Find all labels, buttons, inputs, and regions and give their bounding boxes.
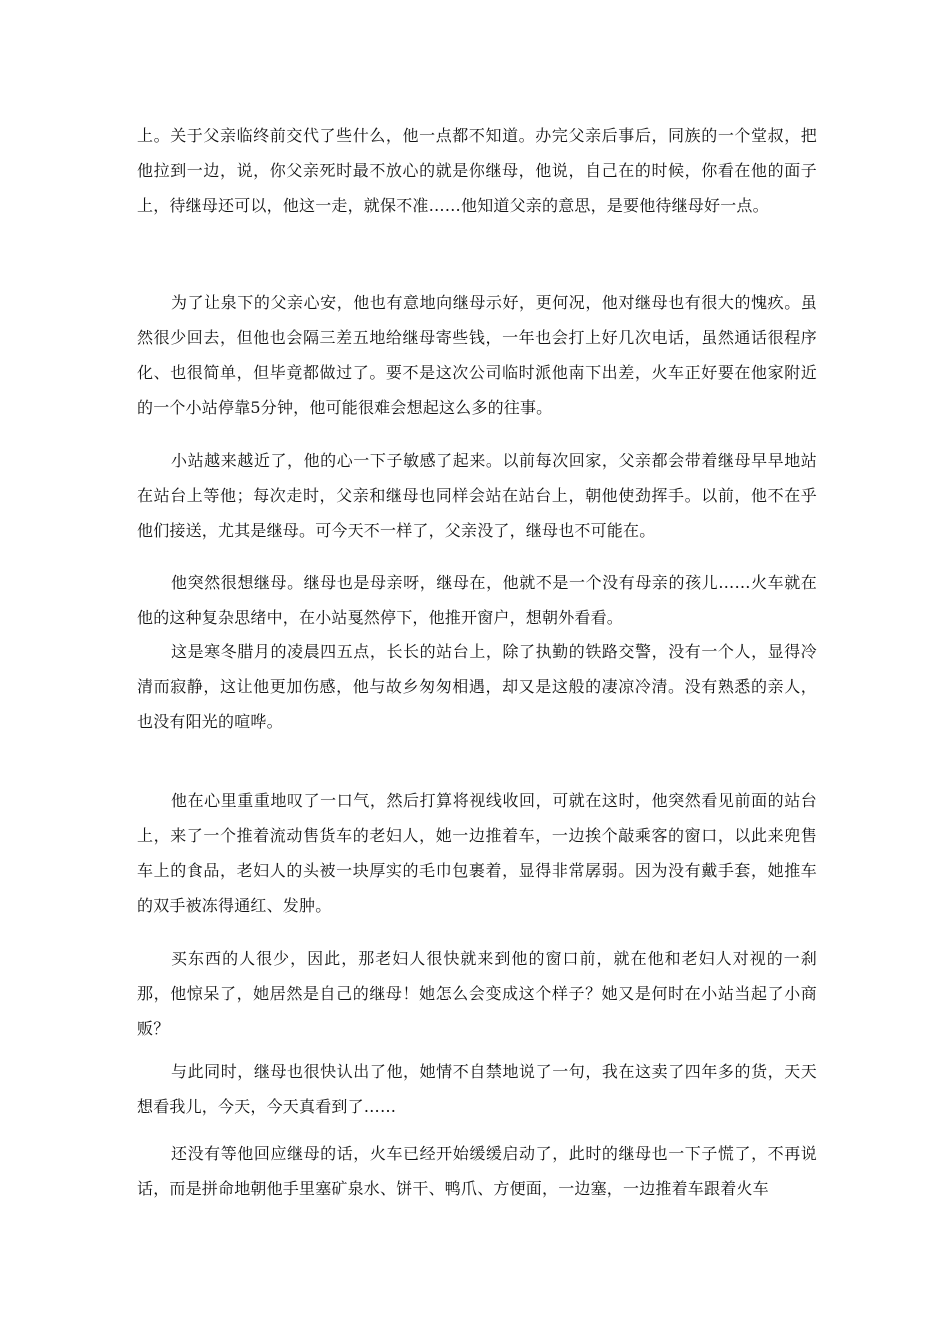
paragraph-6: 他在心里重重地叹了一口气，然后打算将视线收回，可就在这时，他突然看见前面的站台上，来了一个推着流动售货车的老妇人，她一边推着车，一边挨个敲乘客的窗口，以此来兜售车上的食品，老妇人的头被一块厚实的毛巾包裹着，显得非常孱弱。因为没有戴手套，她推车的双手被冻得通红、发肿。 [137,791,817,915]
paragraph-9: 还没有等他回应继母的话，火车已经开始缓缓启动了，此时的继母也一下子慌了，不再说话，而是拼命地朝他手里塞矿泉水、饼干、鸭爪、方便面，一边塞，一边推着车跟着火车 [137,1144,817,1198]
paragraph-4: 他突然很想继母。继母也是母亲呀，继母在，他就不是一个没有母亲的孩儿……火车就在他的这种复杂思绪中，在小站戛然停下，他推开窗户，想朝外看看。 [137,573,817,627]
paragraph-2: 为了让泉下的父亲心安，他也有意地向继母示好，更何况，他对继母也有很大的愧疚。虽然很少回去，但他也会隔三差五地给继母寄些钱，一年也会打上好几次电话，虽然通话很程序化、也很简单，但毕竟都做过了。要不是这次公司临时派他南下出差，火车正好要在他家附近的一个小站停靠5分钟，他可能很难会想起这么多的往事。 [137,293,817,417]
paragraph-8: 与此同时，继母也很快认出了他，她情不自禁地说了一句，我在这卖了四年多的货，天天想看我儿，今天，今天真看到了…… [137,1062,817,1116]
paragraph-7: 买东西的人很少，因此，那老妇人很快就来到他的窗口前，就在他和老妇人对视的一刹那，他惊呆了，她居然是自己的继母！她怎么会变成这个样子？她又是何时在小站当起了小商贩？ [137,949,817,1038]
paragraph-3: 小站越来越近了，他的心一下子敏感了起来。以前每次回家，父亲都会带着继母早早地站在站台上等他；每次走时，父亲和继母也同样会站在站台上，朝他使劲挥手。以前，他不在乎他们接送，尤其是继母。可今天不一样了，父亲没了，继母也不可能在。 [137,451,817,540]
paragraph-5: 这是寒冬腊月的凌晨四五点，长长的站台上，除了执勤的铁路交警，没有一个人，显得冷清而寂静，这让他更加伤感，他与故乡匆匆相遇，却又是这般的凄凉冷清。没有熟悉的亲人，也没有阳光的喧哗。 [137,642,817,731]
paragraph-1: 上。关于父亲临终前交代了些什么，他一点都不知道。办完父亲后事后，同族的一个堂叔，把他拉到一边，说，你父亲死时最不放心的就是你继母，他说，自己在的时候，你看在他的面子上，待继母还可以，他这一走，就保不准……他知道父亲的意思，是要他待继母好一点。 [137,126,817,215]
